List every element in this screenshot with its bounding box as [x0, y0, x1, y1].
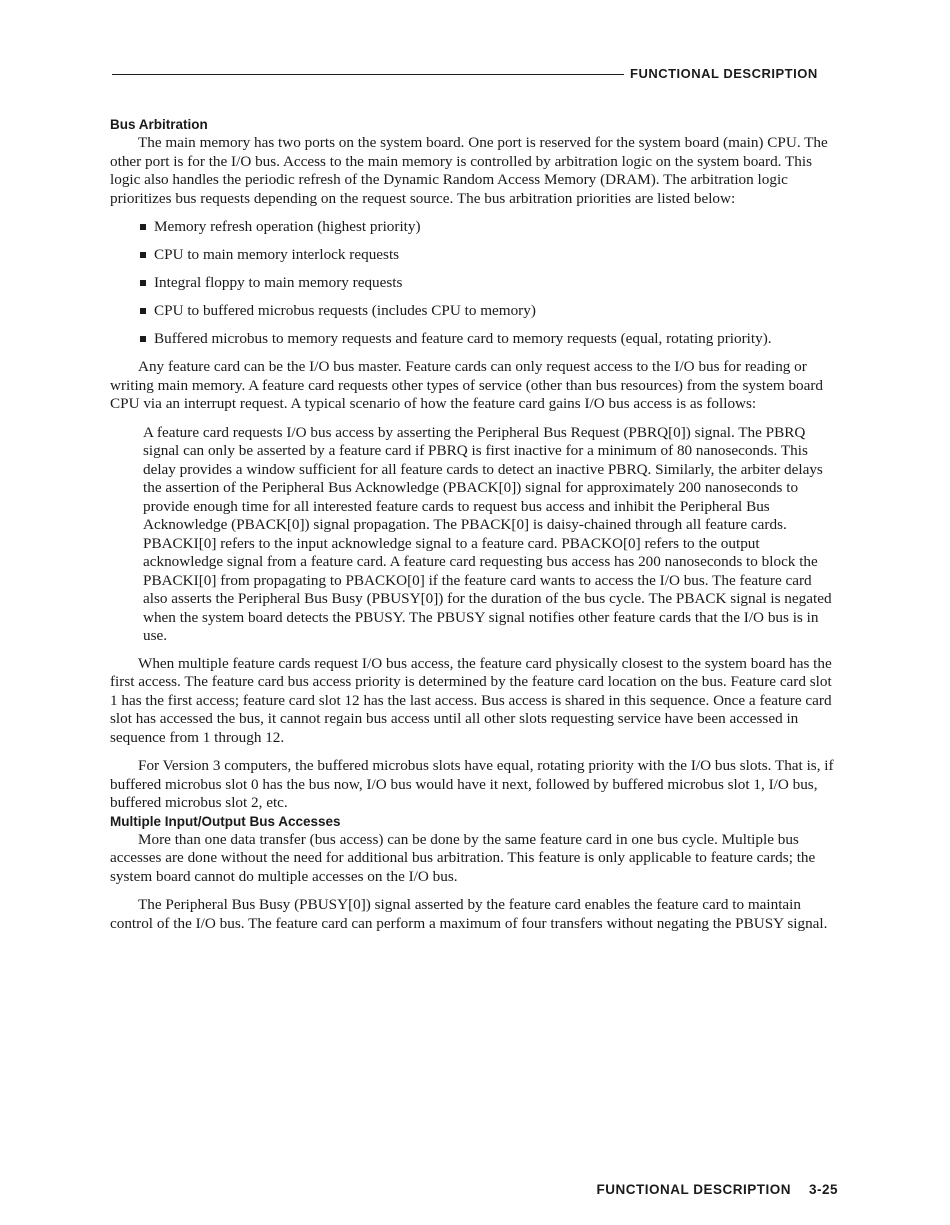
list-item: CPU to buffered microbus requests (includes CPU to memory) — [140, 302, 804, 321]
list-item: CPU to main memory interlock requests — [140, 246, 804, 265]
paragraph-version-3: For Version 3 computers, the buffered microbus slots have equal, rotating priority with the I/O bus slots. That is, if buffered microbus slot 0 has the bus now, I/O bus would have it next, followed by buffered microbus slot 1, I/O bus, buffered microbus slot 2, etc. — [110, 757, 834, 811]
square-bullet-icon — [140, 252, 146, 258]
list-item: Memory refresh operation (highest priority) — [140, 218, 804, 237]
indented-scenario-block: A feature card requests I/O bus access by asserting the Peripheral Bus Request (PBRQ[0]) signal. The PBRQ signal can only be asserted by a feature card if PBRQ is first inactive for a minimum of 80 nanoseconds. This delay provides a window sufficient for all feature cards to detect an inactive PBRQ. Similarly, the arbiter delays the assertion of the Peripheral Bus Acknowledge (PBACK[0]) signal for approximately 200 nanoseconds to provide enough time for all interested feature cards to request bus access and inhibit the Peripheral Bus Acknowledge (PBACK[0]) signal propagation. The PBACK[0] is daisy-chained through all feature cards. PBACKI[0] refers to the input acknowledge signal to a feature card. PBACKO[0] refers to the output acknowledge signal from a feature card. A feature card requesting bus access has 200 nanoseconds to block the PBACKI[0] from propagating to PBACKO[0] if the feature card wants to access the I/O bus. The feature card also asserts the Peripheral Bus Busy (PBUSY[0]) for the duration of the bus cycle. The PBACK signal is negated when the system board detects the PBUSY. The PBUSY signal notifies other feature cards that the I/O bus is in use. — [143, 423, 832, 644]
priority-list — [110, 218, 840, 349]
paragraph-multiple-requests: When multiple feature cards request I/O bus access, the feature card physically closest to the system board has the first access. The feature card bus access priority is determined by the feature card location on the bus. Feature card slot 1 has the first access; feature card slot 12 has the last access. Bus access is shared in this sequence. Once a feature card slot has accessed the bus, it cannot regain bus access until all other slots requesting service have been accessed in sequence from 1 through 12. — [110, 654, 832, 746]
running-header: FUNCTIONAL DESCRIPTION — [630, 66, 818, 81]
square-bullet-icon — [140, 308, 146, 314]
square-bullet-icon — [140, 336, 146, 342]
list-item: Integral floppy to main memory requests — [140, 274, 804, 293]
square-bullet-icon — [140, 224, 146, 230]
section-heading-multiple-accesses: Multiple Input/Output Bus Accesses — [110, 813, 341, 829]
page-body — [110, 116, 840, 943]
square-bullet-icon — [140, 280, 146, 286]
page-footer — [596, 1182, 838, 1197]
list-item: Buffered microbus to memory requests and feature card to memory requests (equal, rotating priority). — [140, 330, 804, 349]
paragraph-intro: The main memory has two ports on the system board. One port is reserved for the system board (main) CPU. The other port is for the I/O bus. Access to the main memory is controlled by arbitration logic on the system board. This logic also handles the periodic refresh of the Dynamic Random Access Memory (DRAM). The arbitration logic prioritizes bus requests depending on the request source. The bus arbitration priorities are listed below: — [110, 134, 828, 207]
page-number: 3-25 — [808, 1182, 838, 1197]
paragraph-pbusy: The Peripheral Bus Busy (PBUSY[0]) signal asserted by the feature card enables the feature card to maintain control of the I/O bus. The feature card can perform a maximum of four transfers without negating the PBUSY signal. — [110, 896, 828, 932]
paragraph-bus-master: Any feature card can be the I/O bus master. Feature cards can only request access to the I/O bus for reading or writing main memory. A feature card requests other types of service (other than bus resources) from the system board CPU via an interrupt request. A typical scenario of how the feature card gains I/O bus access is as follows: — [110, 358, 824, 412]
section-heading-bus-arbitration: Bus Arbitration — [110, 117, 208, 132]
paragraph-multiple-transfers: More than one data transfer (bus access) can be done by the same feature card in one bus cycle. Multiple bus accesses are done without the need for additional bus arbitration. This feature is only applicable to feature cards; the system board cannot do multiple accesses on the I/O bus. — [110, 830, 816, 885]
header-rule — [112, 74, 624, 75]
footer-title: FUNCTIONAL DESCRIPTION — [596, 1182, 791, 1197]
